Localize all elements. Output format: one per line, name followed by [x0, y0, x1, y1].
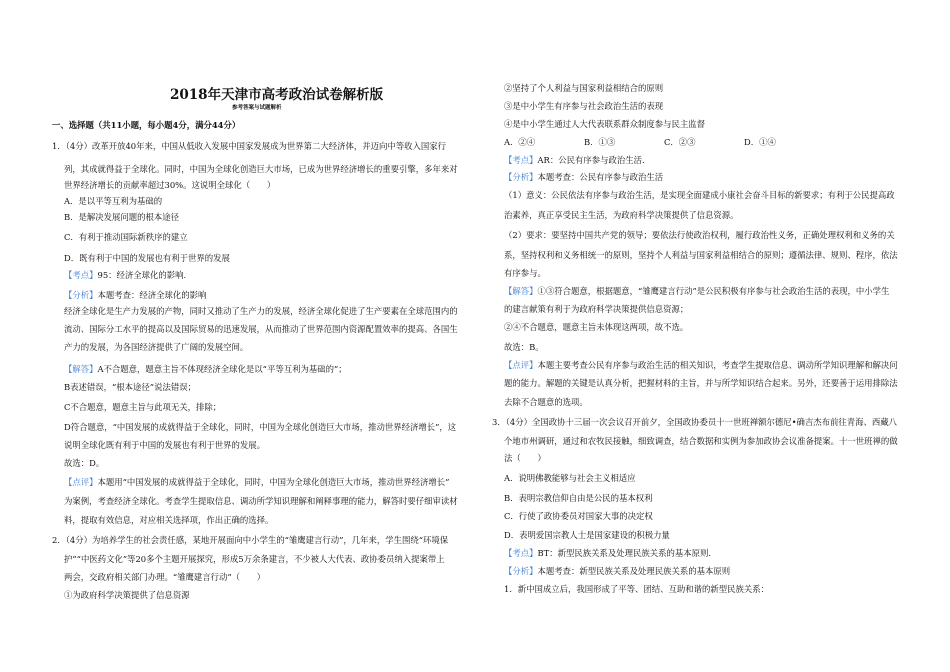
- text-line: 说明全球化既有利于中国的发展也有利于世界的发展。: [64, 440, 265, 450]
- text-line: 【考点】AR：公民有序参与政治生活.: [504, 155, 645, 165]
- text-line: 去除不合题意的选项。: [504, 397, 588, 407]
- text-line: ②坚持了个人利益与国家利益相结合的原则: [504, 83, 664, 93]
- page-subtitle: 参考答案与试题解析: [232, 105, 282, 111]
- page-title: 2018年天津市高考政治试卷解析版: [170, 87, 384, 103]
- option-item: D．①④: [744, 137, 776, 147]
- option-item: A．②④: [504, 137, 536, 147]
- text-line: 两会，交政府相关部门办理。“雏鹰建言行动”（ ）: [64, 572, 266, 582]
- text-line: 1．（4分）改革开放40年来，中国从低收入发展中国家发展成为世界第二大经济体，并迈向中等收入国家行: [52, 141, 446, 151]
- tag-label: 【考点】: [504, 155, 538, 165]
- text-line: 【分析】本题考查：新型民族关系及处理民族关系的基本原则: [504, 566, 731, 576]
- text-line: 题的能力。解题的关键是认真分析，把握材料的主旨，并与所学知识结合起来。另外，还要善于运用排除法: [504, 378, 898, 388]
- answer-options: [504, 137, 824, 148]
- text-line: 1．新中国成立后，我国形成了平等、团结、互助和谐的新型民族关系：: [504, 584, 769, 594]
- text-line: ②④不合题意，题意主旨未体现这两项，故不选。: [504, 322, 689, 332]
- text-line: 法（ ）: [504, 453, 546, 463]
- tag-label: 【考点】: [64, 270, 98, 280]
- text-line: 【解答】①③符合题意，根据题意，“雏鹰建言行动”是公民积极有序参与社会政治生活的表现，中小学生: [504, 286, 890, 296]
- text-line: 的建言献策有利于为政府科学决策提供信息资源；: [504, 304, 689, 314]
- tag-label: 【分析】: [504, 566, 538, 576]
- text-line: B．是解决发展问题的根本途径: [64, 212, 180, 222]
- text-line: D．表明爱国宗教人士是国家建设的积极力量: [504, 530, 670, 540]
- text-line: D．既有利于中国的发展也有利于世界的发展: [64, 253, 230, 263]
- text-line: 料，提取有效信息，对应相关选择项，作出正确的选择。: [64, 515, 274, 525]
- text-line: 故选：D。: [64, 458, 105, 468]
- text-line: 【考点】BT：新型民族关系及处理民族关系的基本原则.: [504, 548, 712, 558]
- tag-label: 【分析】: [64, 290, 98, 300]
- text-line: （1）意义：公民依法有序参与政治生活，是实现全面建成小康社会奋斗目标的新要求；有利于公民提高政: [504, 190, 895, 200]
- text-line: 护”“中医药文化”等20多个主题开展探究，形成5万余条建言，不少被人大代表、政协委员纳入提案带上: [64, 554, 445, 564]
- text-line: A．说明佛教能够与社会主义相适应: [504, 473, 636, 483]
- text-line: 3．（4分）全国政协十三届一次会议召开前夕，全国政协委员十一世班禅额尔德尼•确吉杰布前往青海、西藏八: [492, 417, 898, 427]
- tag-label: 【点评】: [64, 477, 98, 487]
- text-line: C不合题意，题意主旨与此项无关，排除；: [64, 402, 222, 412]
- text-line: 【解答】A不合题意，题意主旨不体现经济全球化是以“平等互利为基础的”；: [64, 364, 347, 374]
- text-line: B．表明宗教信仰自由是公民的基本权利: [504, 493, 653, 503]
- text-line: 【分析】本题考查：经济全球化的影响: [64, 290, 207, 300]
- tag-label: 【分析】: [504, 172, 538, 182]
- section-heading: 一、选择题（共11小题，每小题4分，满分44分）: [52, 120, 241, 130]
- text-line: A．是以平等互利为基础的: [64, 196, 163, 206]
- text-line: 有序参与。: [504, 268, 546, 278]
- text-line: B表述错误，“根本途径”说法错误；: [64, 382, 196, 392]
- option-item: C．②③: [664, 137, 696, 147]
- text-line: C．行使了政协委员对国家大事的决定权: [504, 511, 653, 521]
- tag-label: 【考点】: [504, 548, 538, 558]
- text-line: （2）要求：要坚持中国共产党的领导；要依法行使政治权利，履行政治性义务，正确处理权利和义务的关: [504, 230, 895, 240]
- text-line: 经济全球化是生产力发展的产物，同时又推动了生产力的发展，经济全球化促进了生产要素在全球范围内的: [64, 306, 458, 316]
- tag-label: 【点评】: [504, 360, 538, 370]
- text-line: ①为政府科学决策提供了信息资源: [64, 590, 190, 600]
- text-line: 系，坚持权利和义务相统一的原则，坚持个人利益与国家利益相结合的原则；遵循法律、规则、程序，依法: [504, 250, 898, 260]
- text-line: 故选：B。: [504, 342, 544, 352]
- text-line: 产力的发展，为各国经济提供了广阔的发展空间。: [64, 342, 249, 352]
- text-line: 个地市州调研，通过和农牧民接触，细致调查，结合数据和实例为参加政协会议准备提案。十一世班禅的做: [504, 436, 898, 446]
- text-line: C．有利于推动国际新秩序的建立: [64, 232, 188, 242]
- text-line: 【考点】95：经济全球化的影响.: [64, 270, 187, 280]
- text-line: 【点评】本题用“中国发展的成就得益于全球化，同时，中国为全球化创造巨大市场，推动世界经济增长”: [64, 477, 450, 487]
- text-line: ④是中小学生通过人大代表联系群众制度参与民主监督: [504, 119, 705, 129]
- text-line: 治素养，真正享受民主生活，为政府科学决策提供了信息资源。: [504, 210, 739, 220]
- tag-label: 【解答】: [64, 364, 98, 374]
- text-line: 世界经济增长的贡献率超过30%。这说明全球化（ ）: [64, 180, 276, 190]
- text-line: 【分析】本题考查：公民有序参与政治生活: [504, 172, 664, 182]
- text-line: D符合题意，“中国发展的成就得益于全球化，同时，中国为全球化创造巨大市场，推动世界经济增长”，这: [64, 422, 457, 432]
- text-line: ③是中小学生有序参与社会政治生活的表现: [504, 101, 664, 111]
- text-line: 【点评】本题主要考查公民有序参与政治生活的相关知识，考查学生提取信息、调动所学知识理解和解决问: [504, 360, 898, 370]
- text-line: 流动、国际分工水平的提高以及国际贸易的迅速发展，从而推动了世界范围内资源配置效率的提高、各国生: [64, 324, 458, 334]
- text-line: 为案例，考查经济全球化。考查学生提取信息、调动所学知识理解和阐释事理的能力，解答时要仔细审读材: [64, 496, 458, 506]
- text-line: 2．（4分）为培养学生的社会责任感，某地开展面向中小学生的“雏鹰建言行动”，几年来，学生围绕“环境保: [52, 535, 449, 545]
- tag-label: 【解答】: [504, 286, 538, 296]
- text-line: 列，其成就得益于全球化。同时，中国为全球化创造巨大市场，已成为世界经济增长的重要引擎，多年来对: [64, 164, 458, 174]
- option-item: B．①③: [584, 137, 616, 147]
